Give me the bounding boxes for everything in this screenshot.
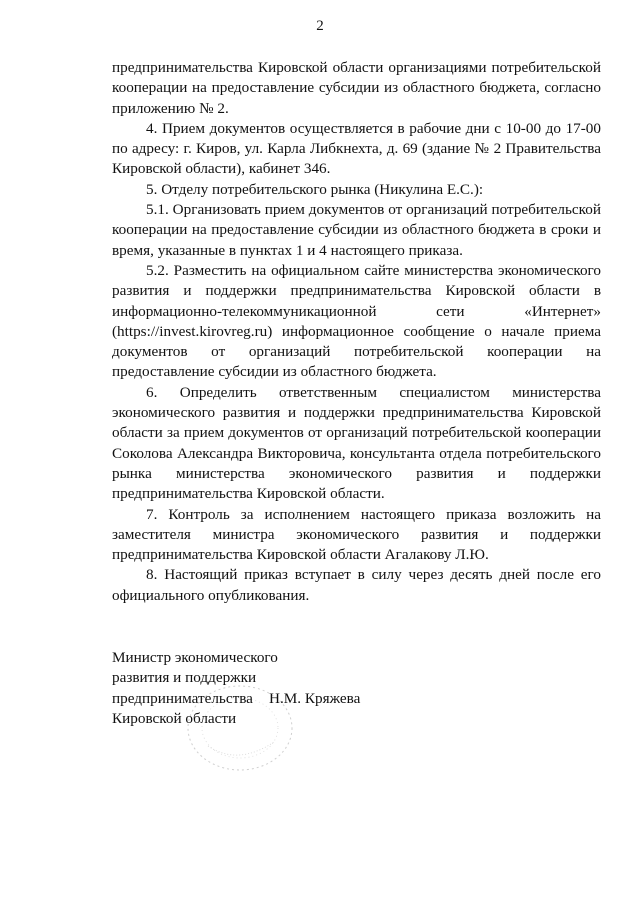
document-body [112,58,601,606]
signer-title-line: Кировской области [112,709,237,727]
paragraph-item-5-1: 5.1. Организовать прием документов от организаций потребительской кооперации на предоставление субсидии из областного бюджета в сроки и время, указанные в пунктах 1 и 4 настоящего приказа. [112,201,601,259]
signature-block [112,648,512,729]
page-number: 2 [316,18,324,34]
paragraph-item-8: 8. Настоящий приказ вступает в силу через десять дней после его официального опубликования. [112,566,601,604]
paragraph-item-5-2: 5.2. Разместить на официальном сайте министерства экономического развития и поддержки предпринимательства Кировской области в информационно-телекоммуникационной сети «Интернет» (https://invest.kirovreg.ru) информационное сообщение о начале приема документов от организаций потребительской кооперации на предоставление субсидии из областного бюджета. [112,261,601,381]
paragraph-item-4: 4. Прием документов осуществляется в рабочие дни с 10-00 до 17-00 по адресу: г. Киров, ул. Карла Либкнехта, д. 69 (здание № 2 Правительства Кировской области), кабинет 346. [112,119,601,178]
paragraph-continuation: предпринимательства Кировской области организациями потребительской кооперации на предоставление субсидии из областного бюджета, согласно приложению № 2. [112,59,601,117]
paragraph-item-5: 5. Отделу потребительского рынка (Никулина Е.С.): [146,180,484,198]
signer-title-line: предпринимательства [112,689,253,707]
signer-name: Н.М. Кряжева [269,689,361,707]
signer-title-line: Министр экономического [112,649,278,666]
paragraph-item-6: 6. Определить ответственным специалистом министерства экономического развития и поддержки предпринимательства Кировской области за прием документов от организаций потребительской кооперации Соколова Александра Викторовича, консультанта отдела потребительского рынка министерства экономического развития и поддержки предпринимательства Кировской области. [112,383,601,503]
signer-title-line: развития и поддержки [112,669,257,687]
paragraph-item-7: 7. Контроль за исполнением настоящего приказа возложить на заместителя министра экономического развития и поддержки предпринимательства Кировской области Агалакову Л.Ю. [112,505,601,564]
